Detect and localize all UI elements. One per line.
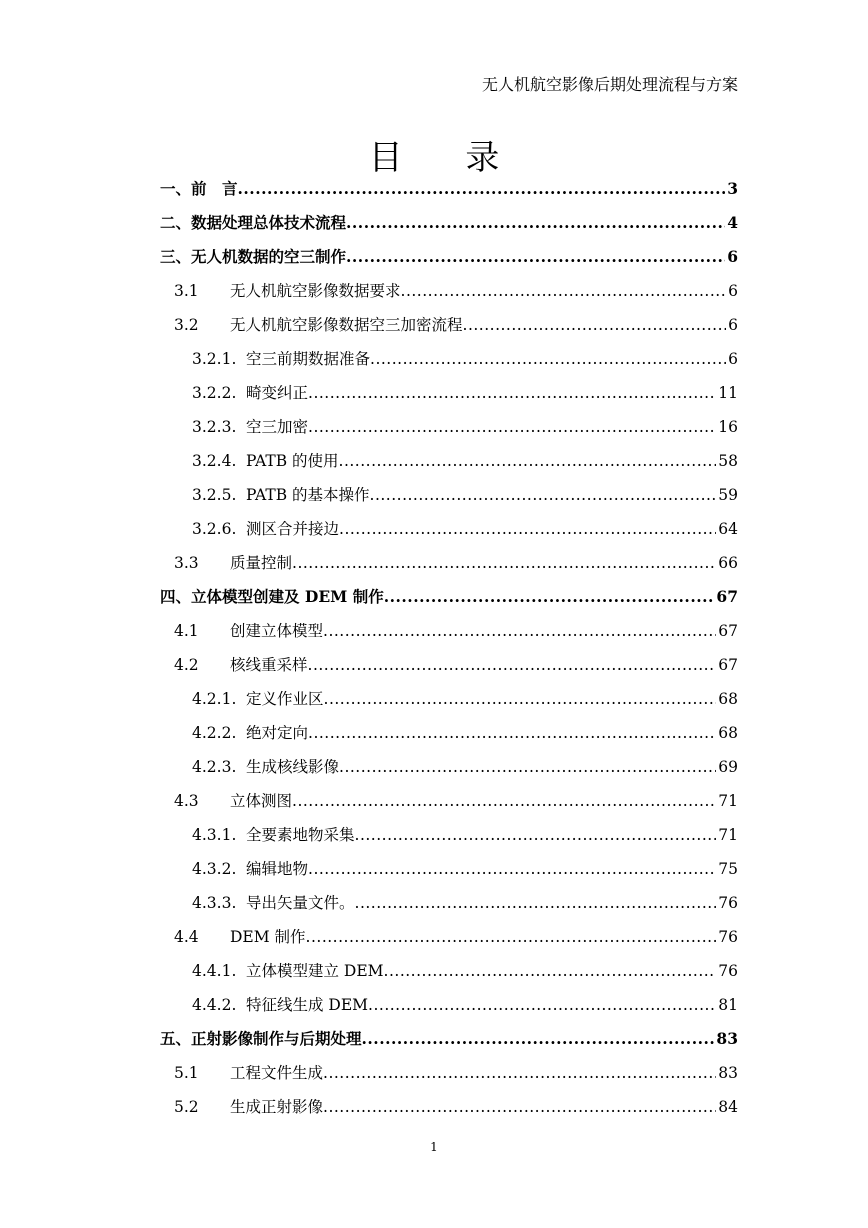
toc-entry-title: 无人机航空影像数据要求 [230,282,401,300]
toc-leader-dots [355,886,717,920]
toc-entry-title: 定义作业区 [246,690,324,708]
toc-entry[interactable] [160,478,738,512]
toc-leader-dots [292,546,716,580]
toc-entry-number: 4.2 [174,656,199,674]
toc-leader-dots [370,342,726,376]
toc-entry-number: 3.3 [174,554,199,572]
toc-leader-dots [308,852,716,886]
toc-entry-title: 生成核线影像 [246,758,340,776]
toc-entry-title: 立体模型建立 DEM [246,962,384,980]
toc-leader-dots [238,172,726,206]
toc-entry-page: 76 [718,894,738,912]
toc-entry[interactable] [160,308,738,342]
toc-entry-title: 质量控制 [230,554,293,572]
toc-entry-number: 4.2.3. [192,758,237,776]
toc-entry-page: 84 [718,1098,738,1116]
toc-leader-dots [308,716,716,750]
toc-entry-title: 工程文件生成 [230,1064,324,1082]
toc-entry-number: 3.2.5. [192,486,237,504]
toc-entry-title: 绝对定向 [246,724,309,742]
toc-entry[interactable] [160,410,738,444]
toc-entry[interactable] [160,716,738,750]
toc-entry-page: 83 [718,1064,738,1082]
toc-entry-number: 3.2 [174,316,199,334]
toc-entry-title: 四、立体模型创建及 DEM 制作 [160,587,384,606]
toc-leader-dots [324,682,717,716]
toc-entry-page: 67 [718,622,738,640]
toc-entry[interactable] [160,614,738,648]
toc-entry-page: 6 [728,282,738,300]
toc-entry-number: 4.1 [174,622,199,640]
toc-leader-dots [323,614,716,648]
toc-entry-page: 6 [727,247,738,266]
toc-leader-dots [339,444,717,478]
toc-entry-page: 4 [727,213,738,232]
toc-entry[interactable] [160,444,738,478]
toc-entry-page: 58 [718,452,738,470]
toc-entry-title: 测区合并接边 [246,520,340,538]
toc-leader-dots [355,818,717,852]
toc-entry-title: 空三加密 [246,418,309,436]
toc-entry[interactable] [160,648,738,682]
toc-leader-dots [306,920,717,954]
toc-entry-page: 71 [718,826,738,844]
toc-entry[interactable] [160,852,738,886]
toc-entry-title: PATB 的基本操作 [246,486,370,504]
toc-entry[interactable] [160,240,738,274]
toc-entry[interactable] [160,376,738,410]
toc-entry[interactable] [160,784,738,818]
toc-title: 目 录 [368,138,526,178]
toc-leader-dots [370,478,717,512]
toc-entry-title: 二、数据处理总体技术流程 [160,213,347,232]
toc-entry-title: 导出矢量文件。 [246,894,355,912]
toc-entry-number: 4.3.1. [192,826,237,844]
toc-entry[interactable] [160,1056,738,1090]
toc-entry[interactable] [160,818,738,852]
toc-leader-dots [308,376,716,410]
toc-leader-dots [463,308,727,342]
toc-entry-page: 66 [718,554,738,572]
toc-entry-page: 69 [718,758,738,776]
toc-entry-title: 无人机航空影像数据空三加密流程 [230,316,463,334]
toc-entry[interactable] [160,954,738,988]
toc-entry[interactable] [160,920,738,954]
toc-entry-title: 核线重采样 [230,656,308,674]
toc-entry[interactable] [160,1090,738,1124]
toc-entry-title: 畸变纠正 [246,384,309,402]
toc-leader-dots [362,1022,715,1056]
toc-entry-number: 3.2.4. [192,452,237,470]
toc-entry-page: 64 [718,520,738,538]
toc-leader-dots [323,1056,716,1090]
toc-entry[interactable] [160,206,738,240]
toc-entry-page: 68 [718,690,738,708]
toc-entry-number: 4.4.1. [192,962,237,980]
toc-entry-number: 4.2.2. [192,724,237,742]
toc-entry-number: 3.2.6. [192,520,237,538]
toc-entry-title: 特征线生成 DEM [246,996,369,1014]
toc-entry[interactable] [160,274,738,308]
toc-entry-page: 75 [718,860,738,878]
toc-entry-title: PATB 的使用 [246,452,339,470]
toc-entry-page: 67 [716,587,738,606]
toc-entry-number: 4.4.2. [192,996,237,1014]
toc-entry-number: 4.3 [174,792,199,810]
toc-entry[interactable] [160,886,738,920]
toc-entry-page: 3 [727,179,738,198]
toc-leader-dots [339,750,716,784]
toc-leader-dots [368,988,716,1022]
toc-entry-number: 4.4 [174,928,199,946]
toc-entry-page: 81 [718,996,738,1014]
toc-leader-dots [339,512,716,546]
toc-entry-title: 空三前期数据准备 [246,350,371,368]
toc-entry[interactable] [160,342,738,376]
toc-entry-title: 全要素地物采集 [246,826,355,844]
toc-leader-dots [308,410,716,444]
toc-entry[interactable] [160,750,738,784]
toc-entry-title: 三、无人机数据的空三制作 [160,247,347,266]
toc-entry-page: 68 [718,724,738,742]
toc-leader-dots [346,206,725,240]
toc-entry-number: 4.3.2. [192,860,237,878]
toc-entry-page: 16 [718,418,738,436]
toc-entry-page: 59 [718,486,738,504]
toc-entry-title: DEM 制作 [230,928,306,946]
toc-entry-page: 67 [718,656,738,674]
toc-entry-number: 4.2.1. [192,690,237,708]
toc-entry-number: 3.2.3. [192,418,237,436]
toc-entry[interactable] [160,988,738,1022]
toc-entry-page: 6 [728,350,738,368]
toc-leader-dots [308,648,717,682]
toc-entry-title: 一、前 言 [160,179,238,198]
toc-leader-dots [323,1090,716,1124]
toc-entry-page: 71 [718,792,738,810]
toc-entry[interactable] [160,172,738,206]
toc-entry[interactable] [160,682,738,716]
toc-entry-title: 生成正射影像 [230,1098,324,1116]
toc-leader-dots [346,240,725,274]
toc-entry-number: 3.2.2. [192,384,237,402]
toc-entry[interactable] [160,1022,738,1056]
toc-entry-title: 编辑地物 [246,860,309,878]
toc-entry-page: 11 [718,384,738,402]
toc-entry[interactable] [160,580,738,614]
table-of-contents [160,172,738,1124]
toc-entry-title: 立体测图 [230,792,293,810]
toc-leader-dots [384,580,715,614]
toc-leader-dots [292,784,716,818]
toc-entry-number: 5.2 [174,1098,199,1116]
toc-entry-title: 创建立体模型 [230,622,324,640]
toc-entry-page: 76 [718,928,738,946]
toc-leader-dots [384,954,717,988]
toc-entry-page: 6 [728,316,738,334]
toc-entry-page: 83 [716,1029,738,1048]
toc-entry[interactable] [160,512,738,546]
toc-entry-page: 76 [718,962,738,980]
running-header: 无人机航空影像后期处理流程与方案 [481,75,738,94]
toc-entry-number: 5.1 [174,1064,199,1082]
toc-entry-number: 3.1 [174,282,199,300]
page-number: 1 [430,1140,438,1154]
toc-entry[interactable] [160,546,738,580]
toc-entry-number: 3.2.1. [192,350,237,368]
toc-leader-dots [401,274,727,308]
toc-entry-number: 4.3.3. [192,894,237,912]
toc-entry-title: 五、正射影像制作与后期处理 [160,1029,362,1048]
